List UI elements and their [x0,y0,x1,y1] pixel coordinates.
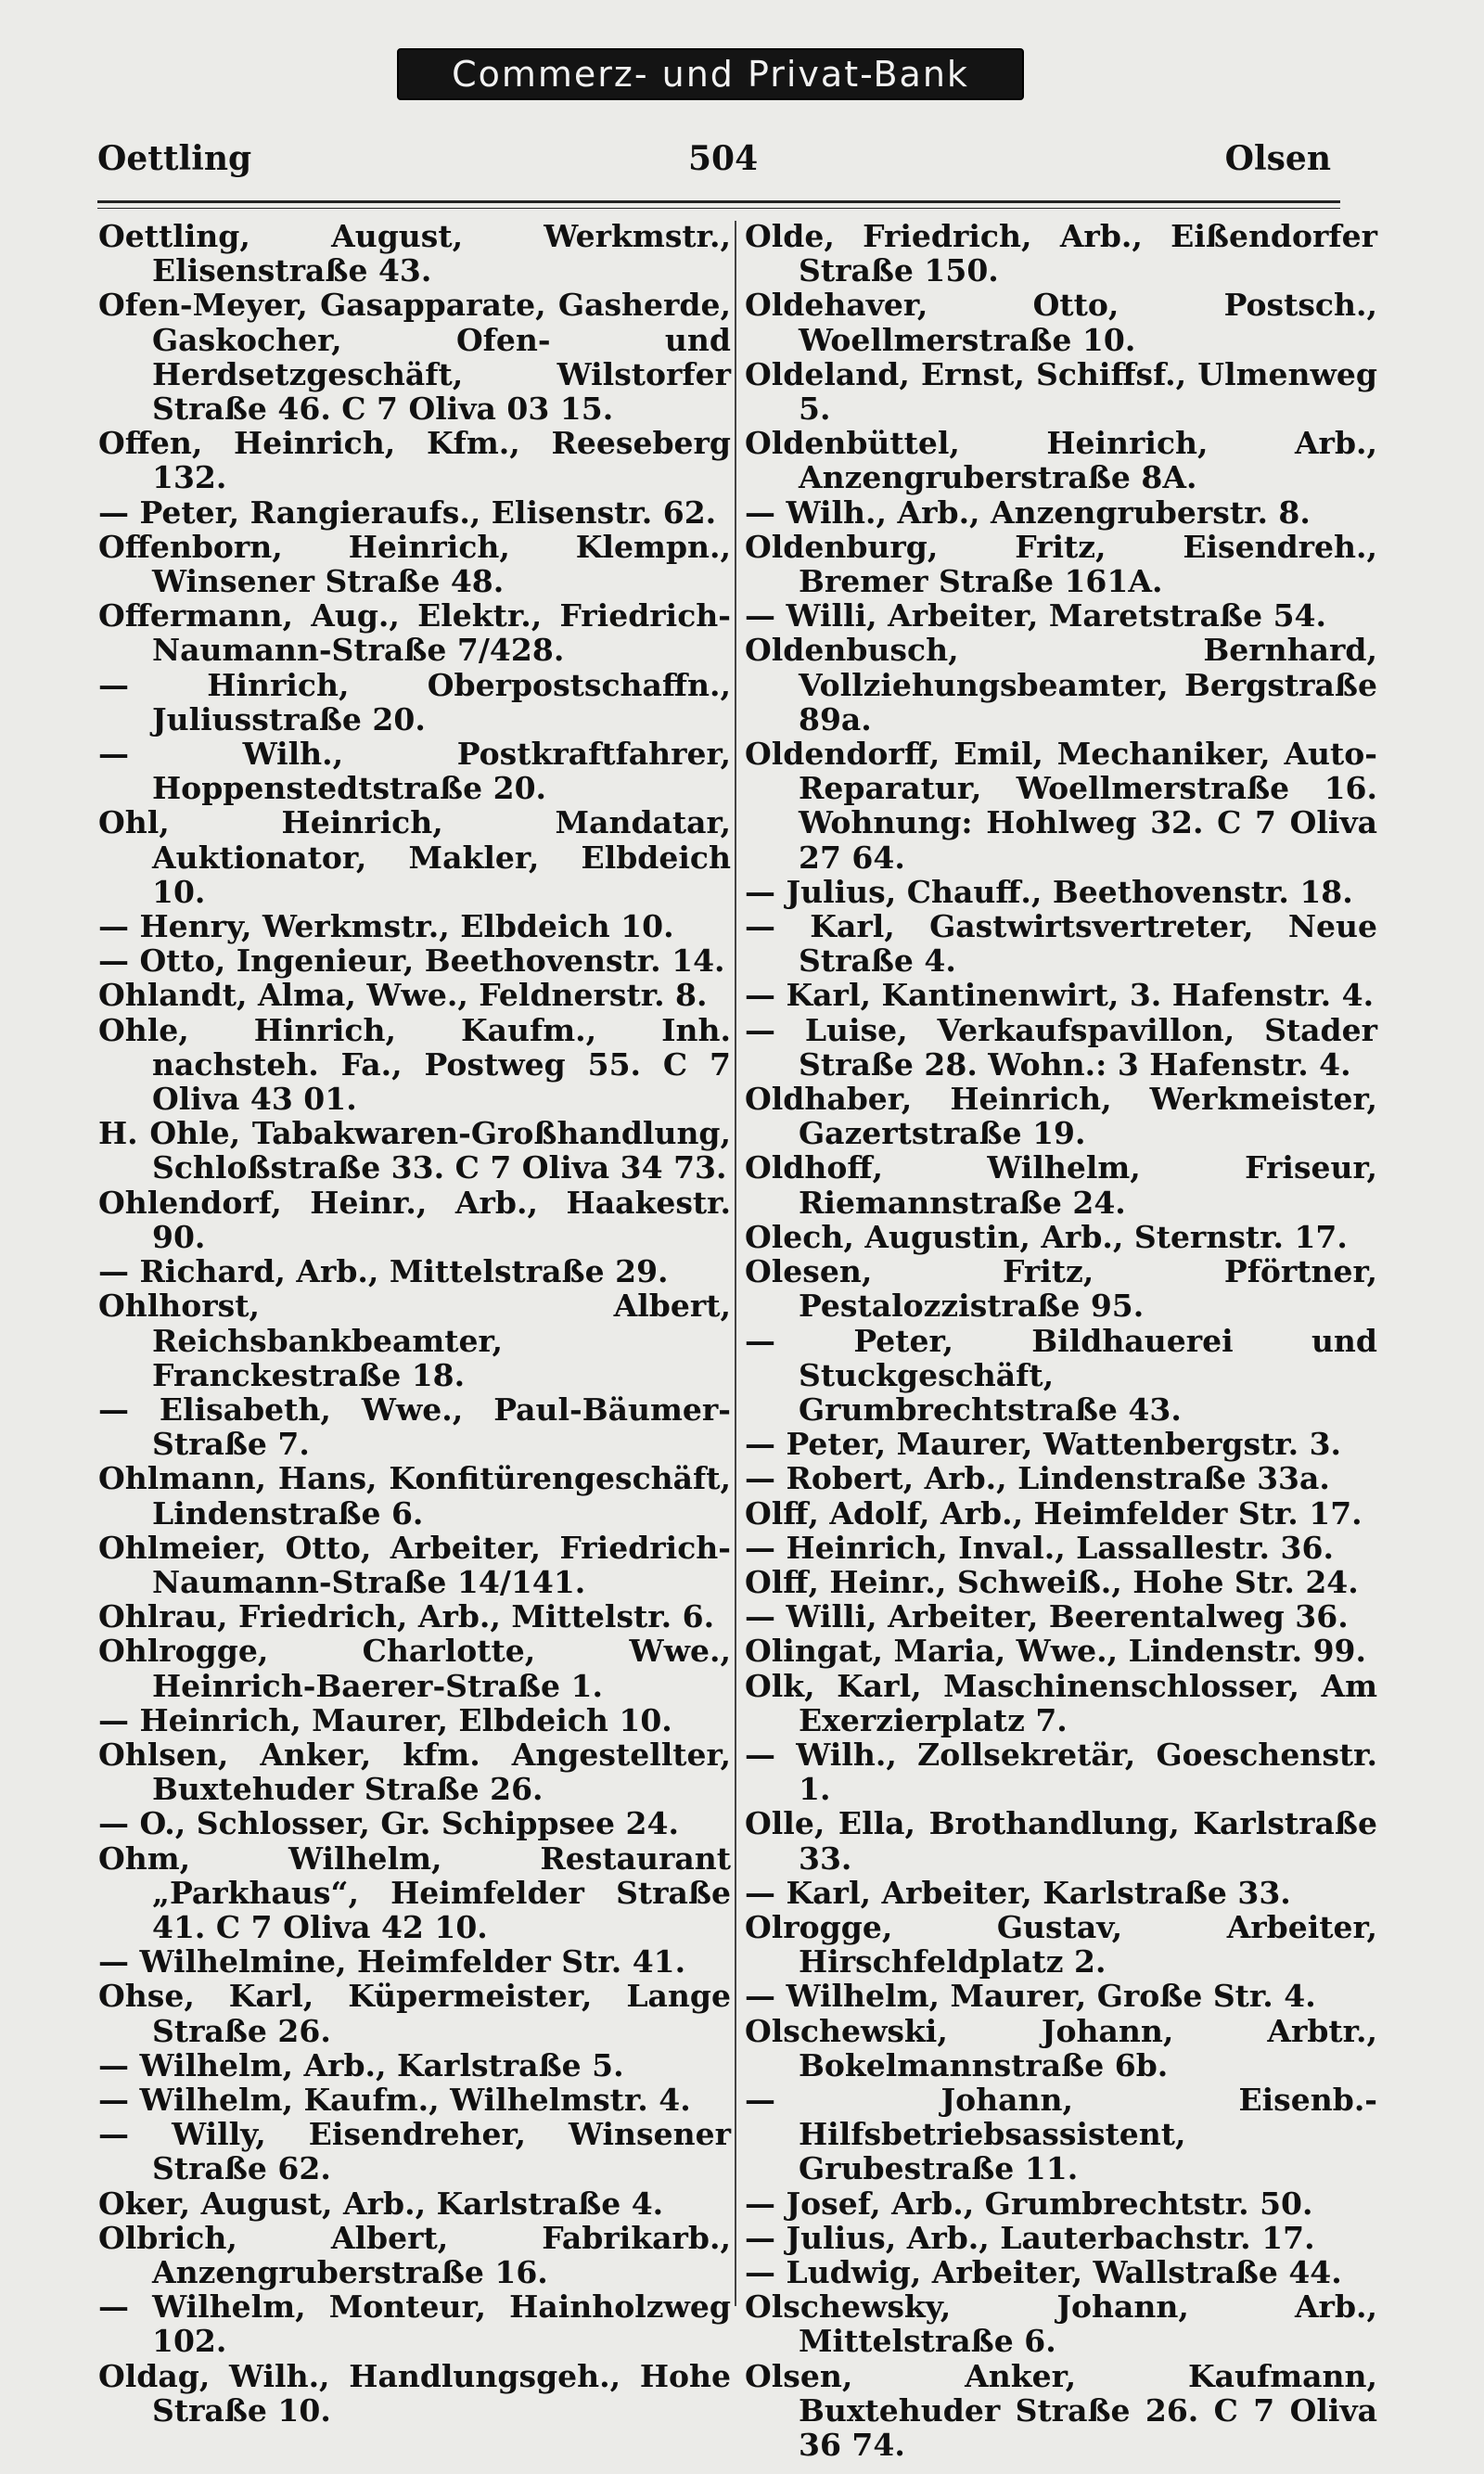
directory-entry: Olff, Heinr., Schweiß., Hohe Str. 24. [745,1563,1359,1600]
directory-entry: Oldenbüttel, Heinrich, Arb., Anzengruberstraße 8A. [745,425,1377,496]
directory-entry: Offermann, Aug., Elektr., Friedrich-Naumann-Straße 7/428. [98,597,731,669]
directory-entry: — Luise, Verkaufspavillon, Stader Straße 28. Wohn.: 3 Hafenstr. 4. [745,1011,1377,1083]
directory-entry: Ohle, Hinrich, Kaufm., Inh. nachsteh. Fa., Postweg 55. C 7 Oliva 43 01. [98,1011,731,1118]
directory-entry: Ohlmeier, Otto, Arbeiter, Friedrich-Naumann-Straße 14/141. [98,1529,731,1600]
directory-entry: — O., Schlosser, Gr. Schippsee 24. [98,1805,679,1842]
directory-entry: Ohlandt, Alma, Wwe., Feldnerstr. 8. [98,977,708,1014]
directory-entry: — Wilhelm, Arb., Karlstraße 5. [98,2046,624,2083]
directory-entry: Ohlsen, Anker, kfm. Angestellter, Buxtehuder Straße 26. [98,1736,731,1808]
directory-entry: Olschewski, Johann, Arbtr., Bokelmannstraße 6b. [745,2012,1377,2083]
directory-entry: — Karl, Arbeiter, Karlstraße 33. [745,1874,1291,1911]
directory-entry: — Wilh., Zollsekretär, Goeschenstr. 1. [745,1736,1377,1808]
directory-entry: — Josef, Arb., Grumbrechtstr. 50. [745,2185,1313,2222]
directory-entry: Ohlrau, Friedrich, Arb., Mittelstr. 6. [98,1598,715,1635]
header-rule-thin [97,208,1340,209]
directory-entry: Oldenbusch, Bernhard, Vollziehungsbeamter, Bergstraße 89a. [745,632,1377,737]
directory-entry: — Johann, Eisenb.-Hilfsbetriebsassistent, Grubestraße 11. [745,2081,1377,2187]
directory-entry: Ohm, Wilhelm, Restaurant „Parkhaus“, Heimfelder Straße 41. C 7 Oliva 42 10. [98,1839,731,1945]
directory-entry: — Wilhelm, Maurer, Große Str. 4. [745,1978,1316,2015]
directory-entry: — Otto, Ingenieur, Beethovenstr. 14. [98,942,725,980]
directory-entry: Ohlhorst, Albert, Reichsbankbeamter, Franckestraße 18. [98,1288,731,1393]
directory-entry: — Karl, Kantinenwirt, 3. Hafenstr. 4. [745,977,1375,1014]
directory-entry: Oldhaber, Heinrich, Werkmeister, Gazertstraße 19. [745,1081,1377,1152]
directory-entry: Olech, Augustin, Arb., Sternstr. 17. [745,1218,1348,1255]
directory-entry: — Heinrich, Inval., Lassallestr. 36. [745,1529,1334,1566]
directory-entry: — Peter, Bildhauerei und Stuckgeschäft, Grumbrechtstraße 43. [745,1322,1377,1428]
directory-entry: — Hinrich, Oberpostschaffn., Juliusstraße 20. [98,666,731,737]
directory-entry: — Ludwig, Arbeiter, Wallstraße 44. [745,2253,1342,2290]
directory-entry: Oldehaver, Otto, Postsch., Woellmerstraße 10. [745,287,1377,358]
directory-entry: Oldhoff, Wilhelm, Friseur, Riemannstraße 24. [745,1149,1377,1221]
directory-entry: — Peter, Maurer, Wattenbergstr. 3. [745,1426,1342,1463]
directory-entry: — Richard, Arb., Mittelstraße 29. [98,1253,669,1290]
directory-entry: Oldag, Wilh., Handlungsgeh., Hohe Straße 10. [98,2357,731,2429]
directory-entry: Ofen-Meyer, Gasapparate, Gasherde, Gaskocher, Ofen- und Herdsetzgeschäft, Wilstorfer Straße 46. C 7 Oliva 03 15. [98,287,731,428]
directory-entry: Olle, Ella, Brothandlung, Karlstraße 33. [745,1805,1377,1877]
directory-entry: — Wilh., Arb., Anzengruberstr. 8. [745,494,1311,531]
directory-entry: Olbrich, Albert, Fabrikarb., Anzengruberstraße 16. [98,2219,731,2290]
page-number: 504 [688,139,759,178]
directory-entry: Olk, Karl, Maschinenschlosser, Am Exerzierplatz 7. [745,1667,1377,1738]
directory-entry: — Wilhelm, Kaufm., Wilhelmstr. 4. [98,2081,691,2118]
header-rule [97,200,1340,203]
directory-entry: Olesen, Fritz, Pförtner, Pestalozzistraße 95. [745,1253,1377,1325]
column-divider [735,221,736,2306]
directory-entry: — Henry, Werkmstr., Elbdeich 10. [98,908,674,945]
directory-entry: — Julius, Chauff., Beethovenstr. 18. [745,873,1353,910]
directory-entry: Ohl, Heinrich, Mandatar, Auktionator, Makler, Elbdeich 10. [98,804,731,910]
bank-banner: Commerz- und Privat-Bank [397,48,1024,100]
directory-entry: — Wilhelm, Monteur, Hainholzweg 102. [98,2288,731,2360]
directory-entry: Ohlendorf, Heinr., Arb., Haakestr. 90. [98,1184,731,1255]
directory-entry: Olingat, Maria, Wwe., Lindenstr. 99. [745,1633,1366,1670]
directory-entry: H. Ohle, Tabakwaren-Großhandlung, Schloßstraße 33. C 7 Oliva 34 73. [98,1115,731,1186]
header-first-name: Oettling [97,139,252,178]
directory-entry: Oldeland, Ernst, Schiffsf., Ulmenweg 5. [745,355,1377,428]
directory-entry: — Robert, Arb., Lindenstraße 33a. [745,1460,1330,1497]
directory-entry: — Karl, Gastwirtsvertreter, Neue Straße 4. [745,908,1377,980]
directory-entry: — Heinrich, Maurer, Elbdeich 10. [98,1701,672,1738]
directory-entry: — Julius, Arb., Lauterbachstr. 17. [745,2219,1315,2256]
right-column [745,219,1377,2462]
directory-entry: — Peter, Rangieraufs., Elisenstr. 62. [98,494,717,531]
directory-entry: Oker, August, Arb., Karlstraße 4. [98,2185,664,2222]
directory-entry: Olschewsky, Johann, Arb., Mittelstraße 6. [745,2288,1377,2360]
directory-entry: Olrogge, Gustav, Arbeiter, Hirschfeldplatz 2. [745,1908,1377,1980]
directory-entry: — Wilh., Postkraftfahrer, Hoppenstedtstraße 20. [98,736,731,807]
directory-entry: Offenborn, Heinrich, Klempn., Winsener Straße 48. [98,528,731,600]
directory-entry: Ohse, Karl, Küpermeister, Lange Straße 26. [98,1978,731,2049]
left-column [98,219,731,2428]
directory-entry: — Willy, Eisendreher, Winsener Straße 62. [98,2116,731,2187]
directory-entry: Ohlrogge, Charlotte, Wwe., Heinrich-Baerer-Straße 1. [98,1633,731,1704]
directory-entry: — Willi, Arbeiter, Beerentalweg 36. [745,1598,1349,1635]
directory-entry: Ohlmann, Hans, Konfitürengeschäft, Lindenstraße 6. [98,1460,731,1532]
directory-entry: — Elisabeth, Wwe., Paul-Bäumer-Straße 7. [98,1391,731,1463]
directory-entry: Oldendorff, Emil, Mechaniker, Auto-Reparatur, Woellmerstraße 16. Wohnung: Hohlweg 32. C 7 Oliva 27 64. [745,736,1377,876]
directory-entry: Olff, Adolf, Arb., Heimfelder Str. 17. [745,1494,1362,1532]
directory-entry: — Willi, Arbeiter, Maretstraße 54. [745,597,1326,635]
directory-entry: — Wilhelmine, Heimfelder Str. 41. [98,1943,686,1980]
directory-entry: Offen, Heinrich, Kfm., Reeseberg 132. [98,425,731,496]
header-last-name: Olsen [1224,139,1331,178]
directory-entry: Olsen, Anker, Kaufmann, Buxtehuder Straße 26. C 7 Oliva 36 74. [745,2357,1377,2463]
directory-entry: Oettling, August, Werkmstr., Elisenstraße 43. [98,218,731,289]
directory-entry: Oldenburg, Fritz, Eisendreh., Bremer Straße 161A. [745,528,1377,600]
directory-entry: Olde, Friedrich, Arb., Eißendorfer Straße 150. [745,218,1377,289]
